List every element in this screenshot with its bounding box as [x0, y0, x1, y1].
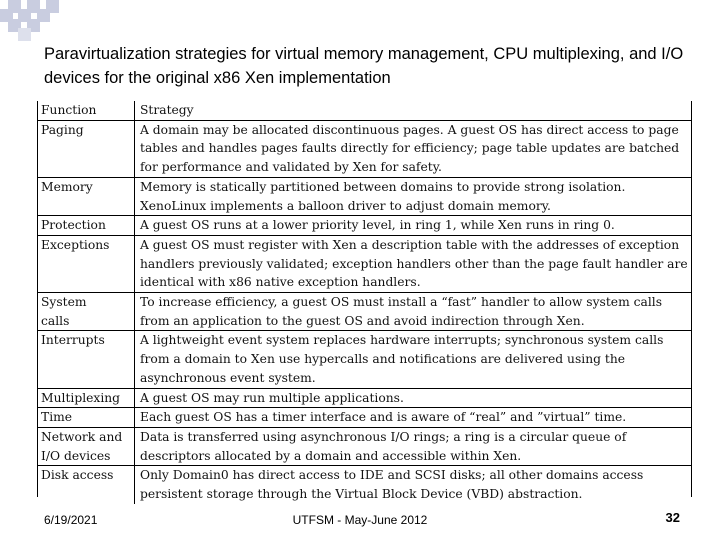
row-function: Time: [38, 408, 135, 428]
row-strategy: Memory is statically partitioned between domains to provide strong isolation. XenoLinux implements a balloon driver to adjust domain memory.: [135, 177, 692, 215]
row-strategy: A guest OS runs at a lower priority level, in ring 1, while Xen runs in ring 0.: [135, 216, 692, 236]
row-strategy: Data is transferred using asynchronous I/O rings; a ring is a circular queue of descriptors allocated by a domain and accessible within Xen.: [135, 427, 692, 465]
table-header-row: [38, 101, 691, 120]
row-function: Protection: [38, 216, 135, 236]
slide-title: Paravirtualization strategies for virtual memory management, CPU multiplexing, and I/O devices for the original x86 Xen implementation: [44, 45, 684, 87]
row-strategy: A guest OS may run multiple applications.: [135, 388, 692, 408]
row-strategy: Each guest OS has a timer interface and is aware of “real” and ”virtual” time.: [135, 408, 692, 428]
table-row: [38, 177, 691, 215]
footer-course: UTFSM - May-June 2012: [292, 513, 428, 527]
row-strategy: A guest OS must register with Xen a description table with the addresses of exception handlers previously validated; exception handlers other than the page fault handler are identical with x86 native exception handlers.: [135, 235, 692, 292]
row-strategy: Only Domain0 has direct access to IDE and SCSI disks; all other domains access persistent storage through the Virtual Block Device (VBD) abstraction.: [135, 466, 692, 504]
row-function: Disk access: [41, 468, 114, 483]
table-row: [38, 427, 691, 465]
corner-decoration: [0, 0, 60, 40]
row-function: Paging: [38, 120, 135, 177]
table-row: [38, 388, 691, 408]
table-row: [38, 235, 691, 292]
row-function: Multiplexing: [38, 388, 135, 408]
header-strategy: Strategy: [135, 101, 692, 120]
strategies-table: [38, 101, 691, 504]
table-row: [38, 216, 691, 236]
row-strategy: A lightweight event system replaces hardware interrupts; synchronous system calls from a domain to Xen use hypercalls and notifications are delivered using the asynchronous event system.: [135, 331, 692, 388]
row-function: Exceptions: [38, 235, 135, 292]
row-function: Memory: [38, 177, 135, 215]
row-function: Interrupts: [38, 331, 135, 388]
table-row: [38, 466, 691, 504]
table-row: [38, 120, 691, 177]
page-number: 32: [665, 510, 680, 525]
row-strategy: A domain may be allocated discontinuous pages. A guest OS has direct access to page tables and handles pages faults directly for efficiency; page table updates are batched for performance and validated by Xen for safety.: [135, 120, 692, 177]
row-function: Network and I/O devices: [38, 427, 135, 465]
header-function: Function: [38, 101, 135, 120]
footer-date: 6/19/2021: [44, 513, 98, 527]
table-row: [38, 408, 691, 428]
table-row: [38, 293, 691, 331]
row-strategy: To increase efficiency, a guest OS must install a “fast” handler to allow system calls from an application to the guest OS and avoid indirection through Xen.: [135, 293, 692, 331]
table-row: [38, 331, 691, 388]
row-function: System calls: [38, 293, 135, 331]
strategies-table-frame: [37, 101, 692, 502]
